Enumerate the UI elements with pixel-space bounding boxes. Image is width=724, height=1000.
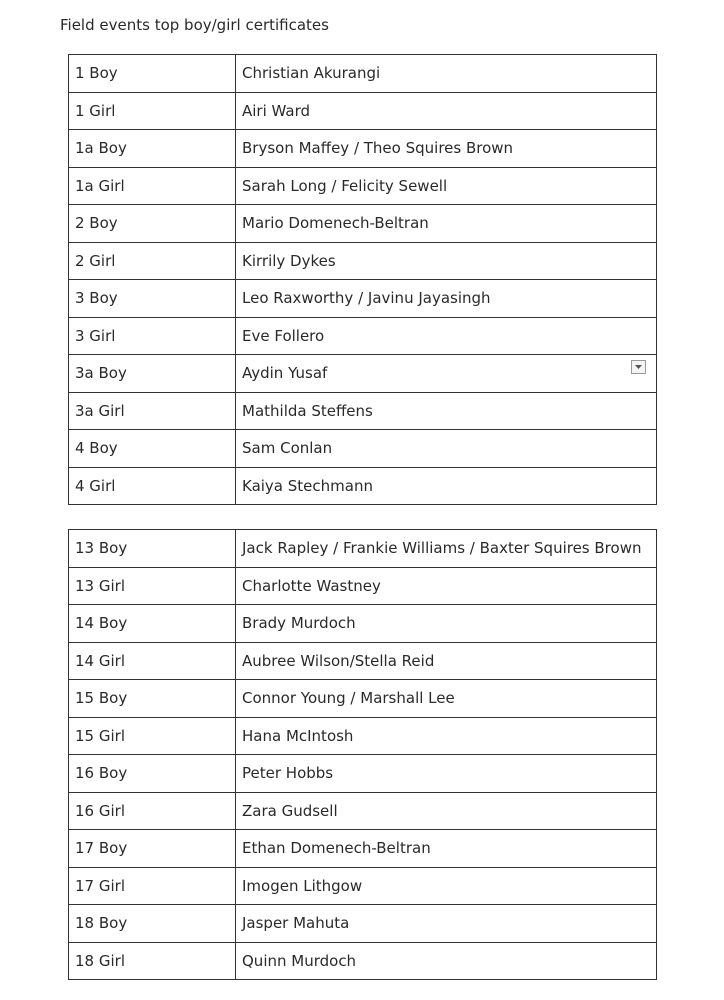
table-row bbox=[69, 430, 657, 468]
table-row bbox=[69, 355, 657, 393]
name-cell[interactable]: Hana McIntosh bbox=[236, 717, 657, 755]
category-cell[interactable]: 14 Boy bbox=[69, 605, 236, 643]
table-row bbox=[69, 642, 657, 680]
category-cell[interactable]: 13 Girl bbox=[69, 567, 236, 605]
chevron-down-icon[interactable] bbox=[631, 360, 646, 374]
category-cell[interactable]: 16 Girl bbox=[69, 792, 236, 830]
name-cell[interactable]: Jack Rapley / Frankie Williams / Baxter Squires Brown bbox=[236, 530, 657, 568]
name-cell[interactable]: Quinn Murdoch bbox=[236, 942, 657, 980]
category-cell[interactable]: 1 Boy bbox=[69, 55, 236, 93]
category-cell[interactable]: 1a Boy bbox=[69, 130, 236, 168]
table-row bbox=[69, 830, 657, 868]
name-cell[interactable]: Leo Raxworthy / Javinu Jayasingh bbox=[236, 280, 657, 318]
table-row bbox=[69, 942, 657, 980]
table-row bbox=[69, 467, 657, 505]
category-cell[interactable]: 4 Girl bbox=[69, 467, 236, 505]
name-cell[interactable]: Sam Conlan bbox=[236, 430, 657, 468]
category-cell[interactable]: 2 Boy bbox=[69, 205, 236, 243]
name-cell[interactable]: Brady Murdoch bbox=[236, 605, 657, 643]
name-text: Aydin Yusaf bbox=[242, 364, 328, 383]
category-cell[interactable]: 16 Boy bbox=[69, 755, 236, 793]
name-cell[interactable]: Kaiya Stechmann bbox=[236, 467, 657, 505]
certificates-table-1 bbox=[68, 54, 657, 505]
category-cell[interactable]: 18 Boy bbox=[69, 905, 236, 943]
category-cell[interactable]: 15 Girl bbox=[69, 717, 236, 755]
table-row bbox=[69, 205, 657, 243]
name-cell[interactable]: Jasper Mahuta bbox=[236, 905, 657, 943]
table-row bbox=[69, 680, 657, 718]
category-cell[interactable]: 18 Girl bbox=[69, 942, 236, 980]
name-cell[interactable]: Zara Gudsell bbox=[236, 792, 657, 830]
table-row bbox=[69, 755, 657, 793]
name-cell[interactable]: Bryson Maffey / Theo Squires Brown bbox=[236, 130, 657, 168]
table-row bbox=[69, 530, 657, 568]
category-cell[interactable]: 4 Boy bbox=[69, 430, 236, 468]
name-cell[interactable]: Sarah Long / Felicity Sewell bbox=[236, 167, 657, 205]
table-row bbox=[69, 867, 657, 905]
category-cell[interactable]: 1a Girl bbox=[69, 167, 236, 205]
table-row bbox=[69, 280, 657, 318]
category-cell[interactable]: 15 Boy bbox=[69, 680, 236, 718]
name-cell[interactable]: Mathilda Steffens bbox=[236, 392, 657, 430]
name-cell[interactable]: Mario Domenech-Beltran bbox=[236, 205, 657, 243]
table-row bbox=[69, 567, 657, 605]
name-cell[interactable]: Christian Akurangi bbox=[236, 55, 657, 93]
category-cell[interactable]: 17 Boy bbox=[69, 830, 236, 868]
category-cell[interactable]: 3 Girl bbox=[69, 317, 236, 355]
table-row bbox=[69, 317, 657, 355]
table-row bbox=[69, 605, 657, 643]
name-cell[interactable]: Ethan Domenech-Beltran bbox=[236, 830, 657, 868]
document-title: Field events top boy/girl certificates bbox=[60, 16, 329, 34]
name-cell[interactable]: Peter Hobbs bbox=[236, 755, 657, 793]
table-row bbox=[69, 717, 657, 755]
table-row bbox=[69, 792, 657, 830]
table-row bbox=[69, 55, 657, 93]
category-cell[interactable]: 3a Boy bbox=[69, 355, 236, 393]
certificates-table-2 bbox=[68, 529, 657, 980]
category-cell[interactable]: 17 Girl bbox=[69, 867, 236, 905]
name-cell[interactable] bbox=[236, 355, 657, 393]
name-cell[interactable]: Airi Ward bbox=[236, 92, 657, 130]
table-row bbox=[69, 130, 657, 168]
category-cell[interactable]: 13 Boy bbox=[69, 530, 236, 568]
name-cell[interactable]: Aubree Wilson/Stella Reid bbox=[236, 642, 657, 680]
category-cell[interactable]: 3a Girl bbox=[69, 392, 236, 430]
name-cell[interactable]: Charlotte Wastney bbox=[236, 567, 657, 605]
name-cell[interactable]: Kirrily Dykes bbox=[236, 242, 657, 280]
table-row bbox=[69, 392, 657, 430]
category-cell[interactable]: 1 Girl bbox=[69, 92, 236, 130]
table-row bbox=[69, 92, 657, 130]
table-row bbox=[69, 242, 657, 280]
category-cell[interactable]: 14 Girl bbox=[69, 642, 236, 680]
category-cell[interactable]: 2 Girl bbox=[69, 242, 236, 280]
name-cell[interactable]: Connor Young / Marshall Lee bbox=[236, 680, 657, 718]
table-row bbox=[69, 905, 657, 943]
name-cell[interactable]: Eve Follero bbox=[236, 317, 657, 355]
table-row bbox=[69, 167, 657, 205]
name-cell[interactable]: Imogen Lithgow bbox=[236, 867, 657, 905]
category-cell[interactable]: 3 Boy bbox=[69, 280, 236, 318]
